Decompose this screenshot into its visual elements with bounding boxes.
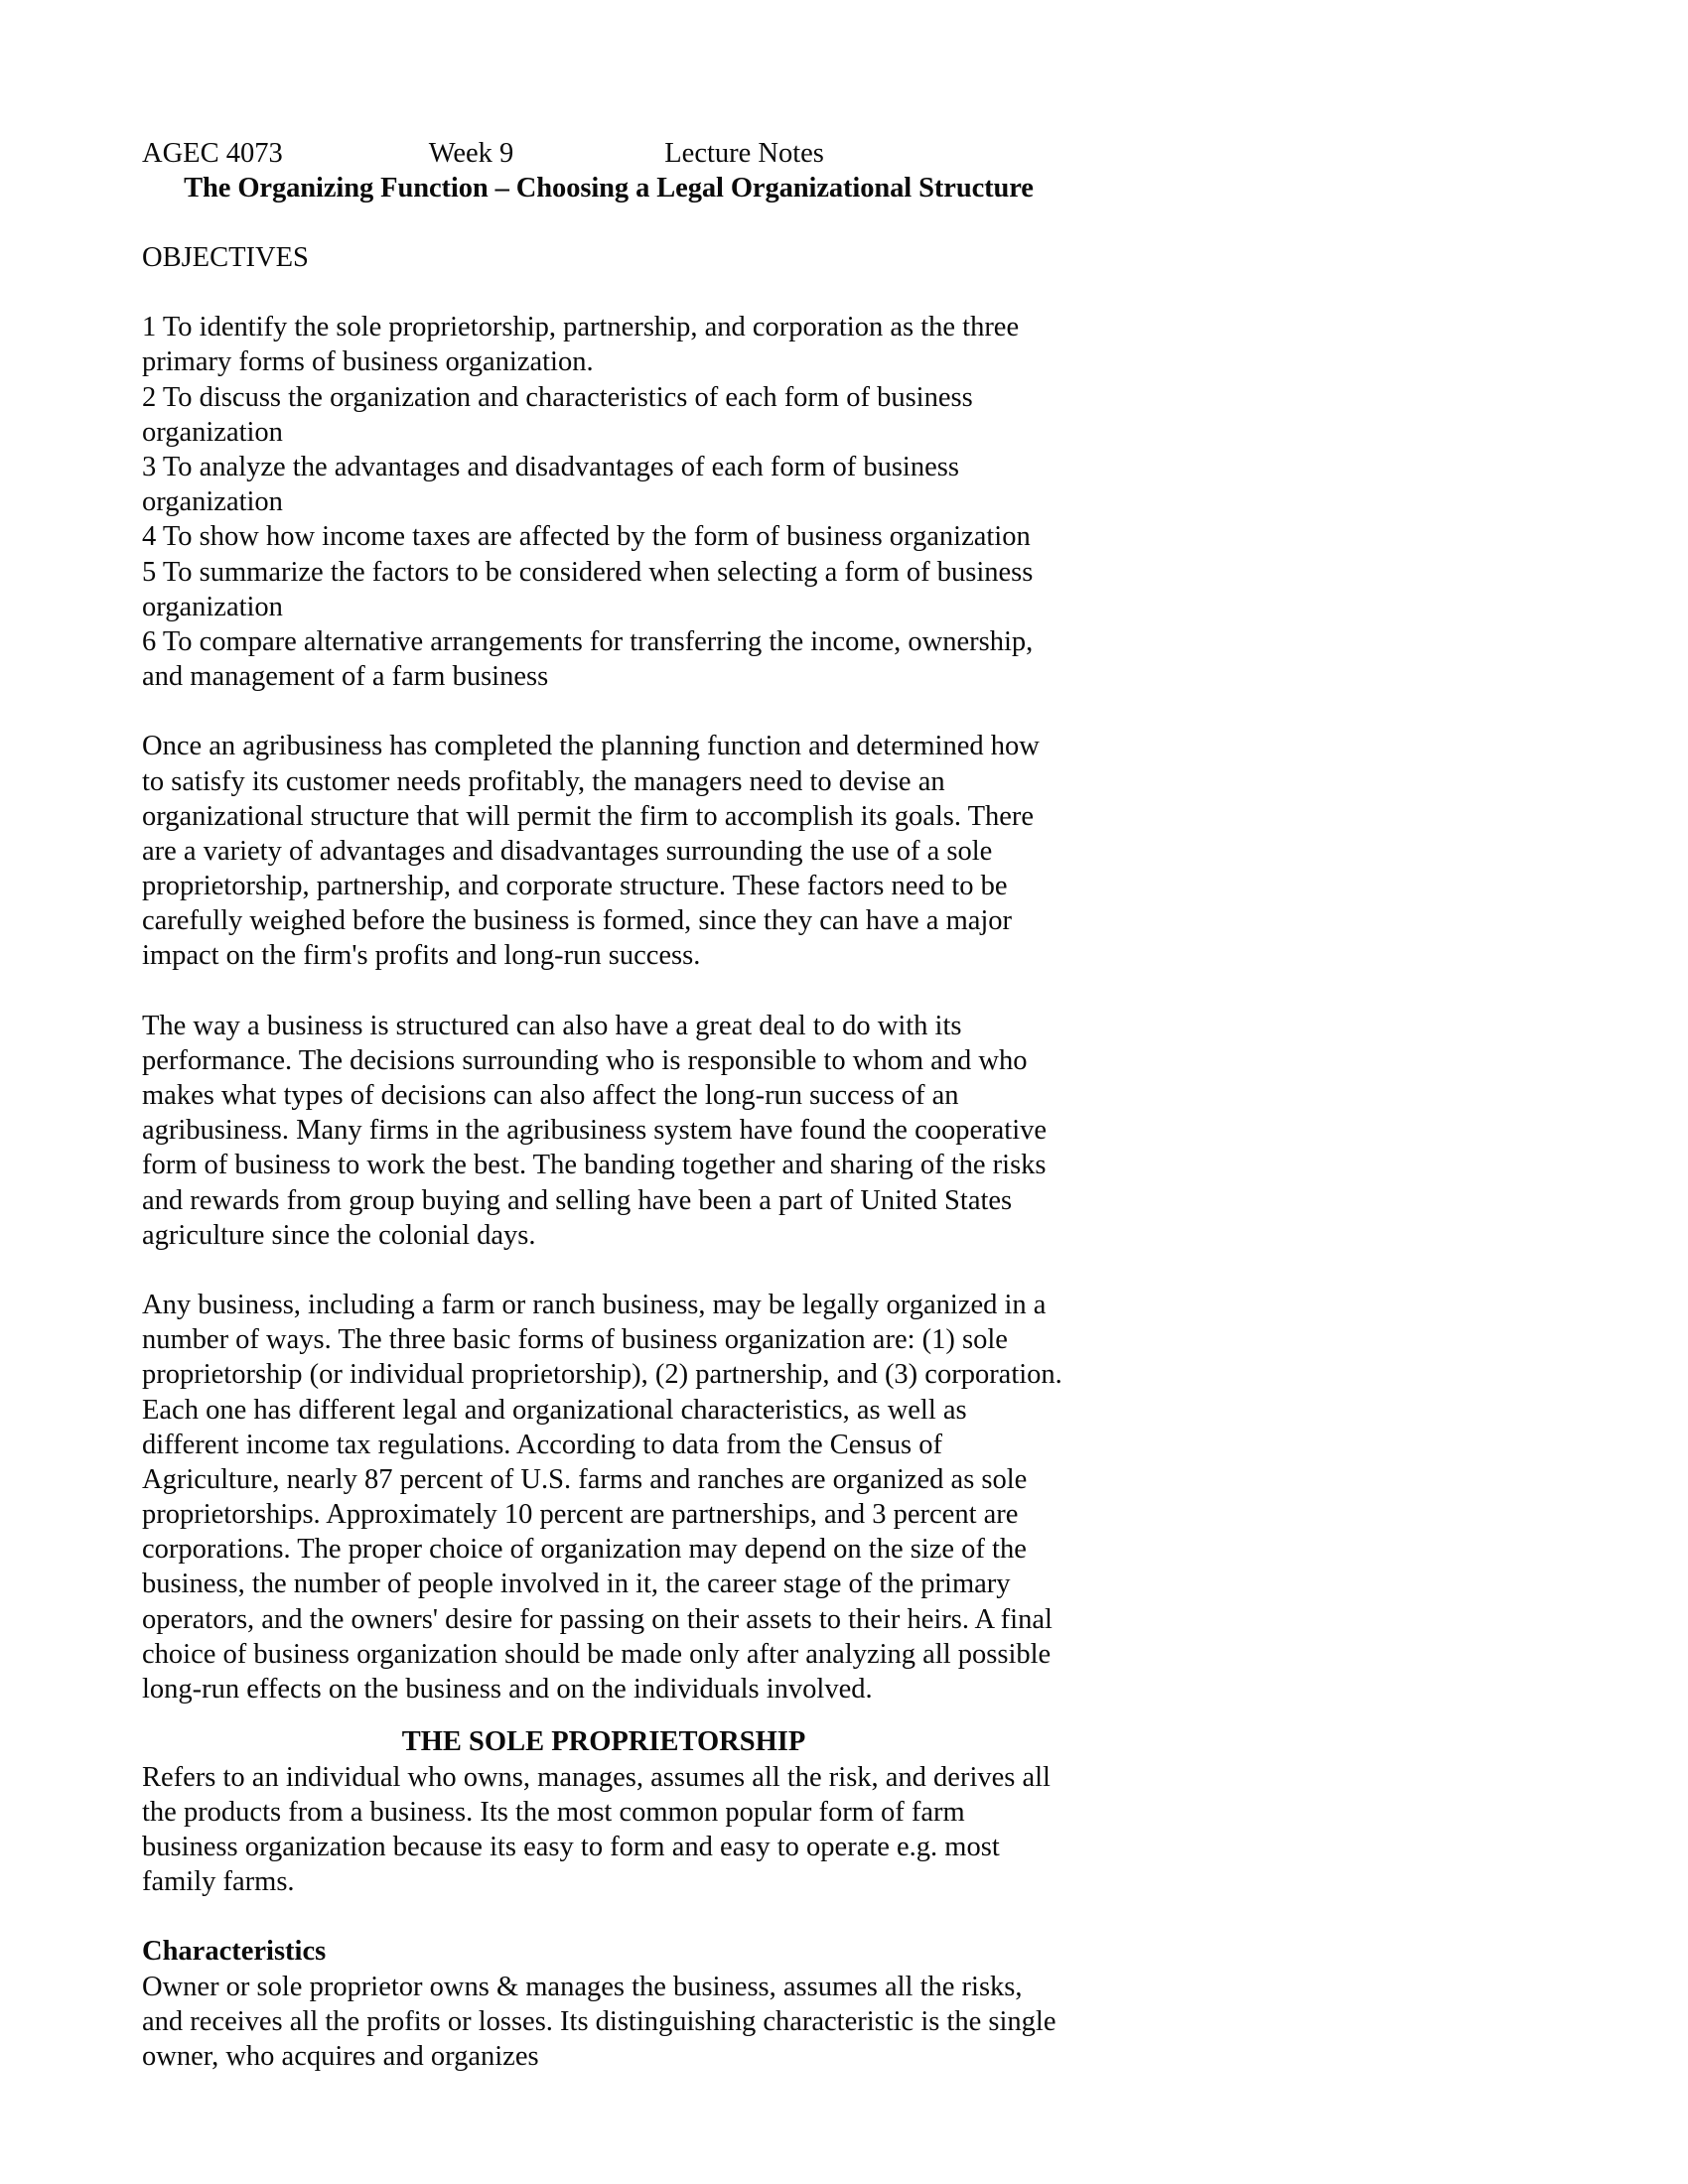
spacer — [142, 1899, 1065, 1934]
body-paragraph: Any business, including a farm or ranch business, may be legally organized in a number of ways. The three basic forms of business organization are: (1) sole proprietorship (or individual proprietorship), (2) partnership, and (3) corporation. Each one has different legal and organizational characteristics, as well as different income tax regulations. According to data from the Census of Agriculture, nearly 87 percent of U.S. farms and ranches are organized as sole proprietorships. Approximately 10 percent are partnerships, and 3 percent are corporations. The proper choice of organization may depend on the size of the business, the number of people involved in it, the career stage of the primary operators, and the owners' desire for passing on their assets to their heirs. A final choice of business organization should be made only after analyzing all possible long-run effects on the business and on the individuals involved. — [142, 1289, 1062, 1706]
objective-item: 1 To identify the sole proprietorship, partnership, and corporation as the three primary forms of business organization. — [142, 312, 1020, 378]
sole-proprietorship-body: Refers to an individual who owns, manages, assumes all the risk, and derives all the products from a business. Its the most common popular form of farm business organization because its easy to form and easy to operate e.g. most family farms. — [142, 1761, 1051, 1898]
characteristics-body: Owner or sole proprietor owns & manages the business, assumes all the risks, and receives all the profits or losses. Its distinguishing characteristic is the single owner, who acquires and organizes — [142, 1971, 1056, 2073]
objective-item: 3 To analyze the advantages and disadvantages of each form of business organization — [142, 452, 959, 518]
objective-item: 5 To summarize the factors to be considered when selecting a form of business organization — [142, 556, 1034, 622]
week-label: Week 9 — [428, 138, 514, 169]
objective-item: 6 To compare alternative arrangements for transferring the income, ownership, and management of a farm business — [142, 625, 1034, 693]
document-kind-label: Lecture Notes — [664, 138, 824, 169]
course-code: AGEC 4073 — [142, 138, 283, 169]
objective-item: 2 To discuss the organization and characteristics of each form of business organization — [142, 381, 973, 448]
spacer — [142, 974, 1065, 1009]
body-paragraph: Once an agribusiness has completed the planning function and determined how to satisfy its customer needs profitably, the managers need to devise an organizational structure that will permit the firm to accomplish its goals. There are a variety of advantages and disadvantages surrounding the use of a sole proprietorship, partnership, and corporate structure. These factors need to be carefully weighed before the business is formed, since they can have a major impact on the firm's profits and long-run success. — [142, 731, 1040, 972]
spacer — [142, 1253, 1065, 1288]
objective-item: 4 To show how income taxes are affected by the form of business organization — [142, 521, 1031, 553]
spacer — [142, 275, 1065, 310]
spacer — [142, 694, 1065, 729]
spacer — [142, 206, 1065, 241]
document-content — [142, 137, 1065, 2074]
body-paragraph: The way a business is structured can also have a great deal to do with its performance. The decisions surrounding who is responsible to whom and who makes what types of decisions can also affect the long-run success of an agribusiness. Many firms in the agribusiness system have found the cooperative form of business to work the best. The banding together and sharing of the risks and rewards from group buying and selling have been a part of United States agriculture since the colonial days. — [142, 1010, 1048, 1251]
sole-proprietorship-heading: THE SOLE PROPRIETORSHIP — [401, 1726, 806, 1758]
characteristics-heading: Characteristics — [142, 1936, 327, 1968]
document-header-row — [142, 137, 1065, 172]
objectives-heading: OBJECTIVES — [142, 241, 309, 273]
spacer — [142, 1706, 1065, 1724]
page-title: The Organizing Function – Choosing a Legal Organizational Structure — [184, 172, 1034, 204]
